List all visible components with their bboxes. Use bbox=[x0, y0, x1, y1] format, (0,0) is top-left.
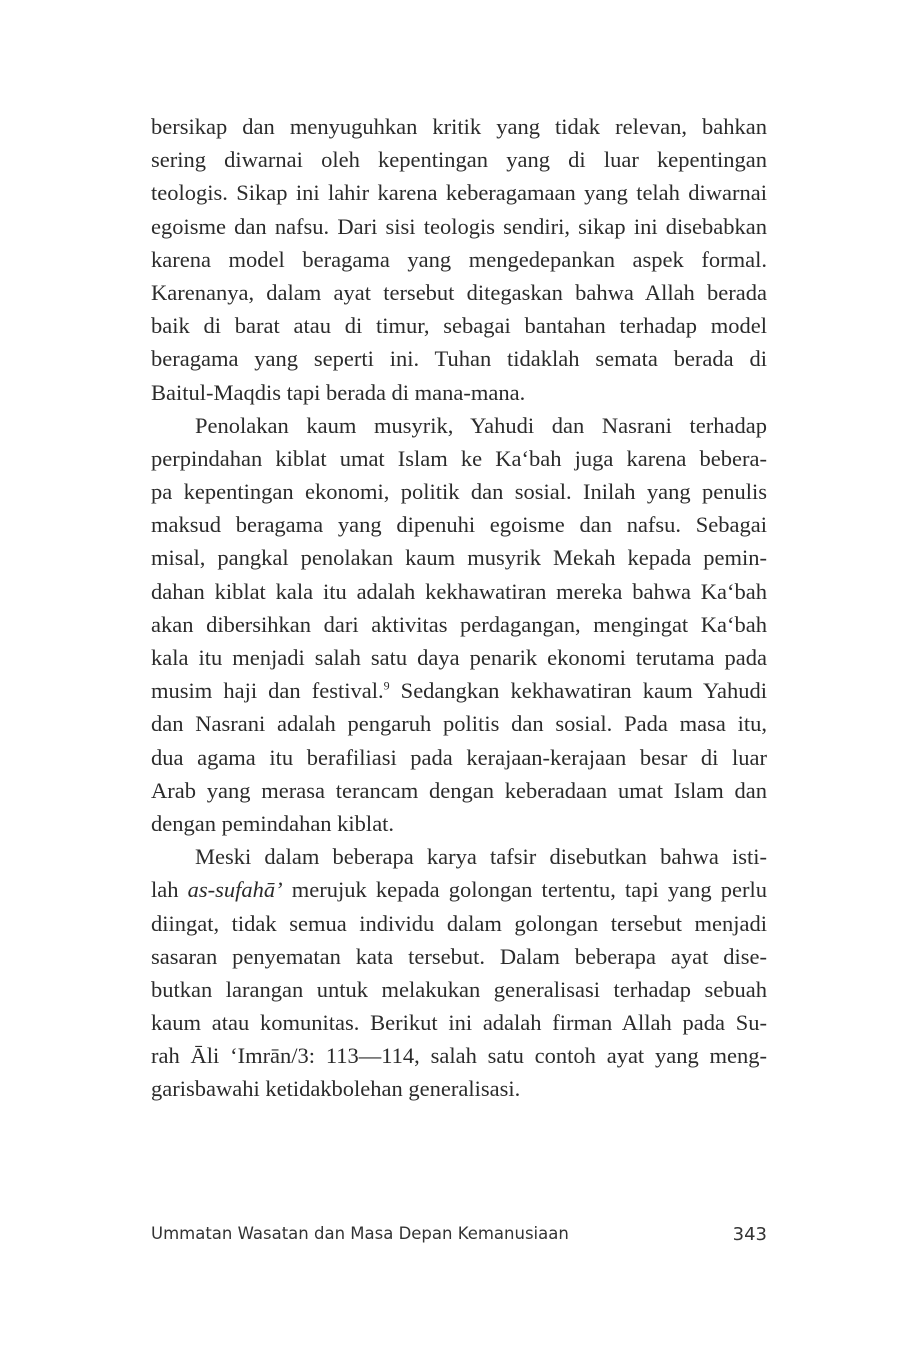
footnote-reference[interactable]: 9 bbox=[383, 678, 390, 693]
text-line: Karenanya, dalam ayat tersebut ditegaskan bahwa Allah berada bbox=[151, 279, 767, 305]
text-line: karena model beragama yang mengedepankan aspek formal. bbox=[151, 246, 767, 272]
text-line: sering diwarnai oleh kepentingan yang di luar kepentingan bbox=[151, 147, 767, 173]
text-line: garisbawahi ketidakbolehan generalisasi. bbox=[151, 1076, 521, 1102]
text-line: Penolakan kaum musyrik, Yahudi dan Nasrani terhadap bbox=[195, 412, 767, 438]
text-line: perpindahan kiblat umat Islam ke Ka‘bah juga karena bebera- bbox=[151, 445, 767, 471]
text-line: Meski dalam beberapa karya tafsir disebutkan bahwa isti- bbox=[195, 844, 767, 870]
paragraph-3 bbox=[151, 840, 767, 1106]
text-segment: Sedangkan kekhawatiran kaum Yahudi bbox=[389, 678, 767, 704]
text-line-with-footnote bbox=[151, 674, 767, 707]
text-line: dua agama itu berafiliasi pada kerajaan-kerajaan besar di luar bbox=[151, 744, 767, 770]
text-line: dengan pemindahan kiblat. bbox=[151, 810, 395, 836]
text-line: egoisme dan nafsu. Dari sisi teologis sendiri, sikap ini disebabkan bbox=[151, 213, 767, 239]
text-line: butkan larangan untuk melakukan generalisasi terhadap sebuah bbox=[151, 976, 767, 1002]
page-footer bbox=[151, 1222, 767, 1252]
page-body bbox=[151, 110, 767, 1106]
text-line: bersikap dan menyuguhkan kritik yang tidak relevan, bahkan bbox=[151, 114, 767, 139]
text-line: maksud beragama yang dipenuhi egoisme dan nafsu. Sebagai bbox=[151, 512, 767, 538]
text-line: dahan kiblat kala itu adalah kekhawatiran mereka bahwa Ka‘bah bbox=[151, 578, 767, 604]
text-segment: musim haji dan festival. bbox=[151, 678, 384, 704]
text-line: kala itu menjadi salah satu daya penarik ekonomi terutama pada bbox=[151, 645, 767, 670]
paragraph-2 bbox=[151, 409, 767, 840]
text-line: sasaran penyematan kata tersebut. Dalam beberapa ayat dise- bbox=[151, 943, 767, 969]
text-line: pa kepentingan ekonomi, politik dan sosial. Inilah yang penulis bbox=[151, 479, 767, 505]
text-line: Arab yang merasa terancam dengan keberadaan umat Islam dan bbox=[151, 777, 767, 803]
text-line: akan dibersihkan dari aktivitas perdagangan, mengingat Ka‘bah bbox=[151, 611, 767, 637]
paragraph-1 bbox=[151, 110, 767, 409]
text-line: beragama yang seperti ini. Tuhan tidaklah semata berada di bbox=[151, 346, 767, 372]
text-line: kaum atau komunitas. Berikut ini adalah firman Allah pada Su- bbox=[151, 1010, 767, 1036]
text-line: diingat, tidak semua individu dalam golongan tersebut menjadi bbox=[151, 910, 767, 936]
text-line-with-italic-term bbox=[151, 873, 767, 906]
text-line: dan Nasrani adalah pengaruh politis dan sosial. Pada masa itu, bbox=[151, 711, 767, 737]
text-line: Baitul-Maqdis tapi berada di mana-mana. bbox=[151, 379, 526, 405]
page-number: 343 bbox=[732, 1224, 767, 1245]
text-segment: lah bbox=[151, 877, 188, 903]
text-line: baik di barat atau di timur, sebagai bantahan terhadap model bbox=[151, 313, 767, 339]
text-segment: merujuk kepada golongan tertentu, tapi yang perlu bbox=[282, 877, 767, 903]
text-line: misal, pangkal penolakan kaum musyrik Mekah kepada pemin- bbox=[151, 545, 767, 571]
text-line: teologis. Sikap ini lahir karena keberagamaan yang telah diwarnai bbox=[151, 180, 767, 206]
text-line: rah Āli ‘Imrān/3: 113—114, salah satu contoh ayat yang meng- bbox=[151, 1043, 767, 1069]
italic-term: as-sufahā’ bbox=[187, 877, 283, 903]
running-footer-title: Ummatan Wasatan dan Masa Depan Kemanusiaan bbox=[151, 1224, 569, 1243]
